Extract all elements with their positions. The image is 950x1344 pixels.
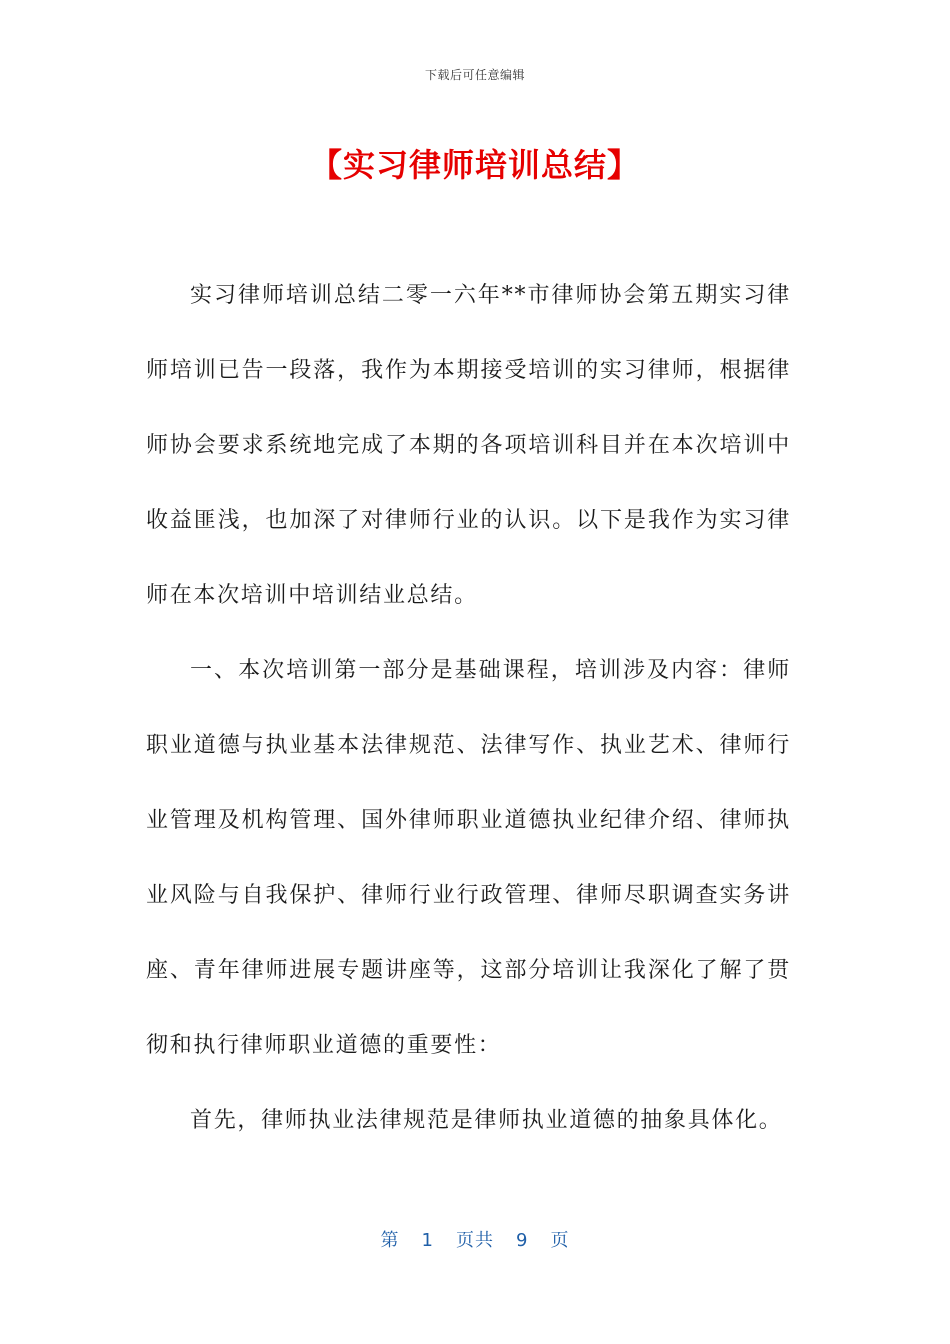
page-suffix: 页	[550, 1230, 570, 1251]
paragraph-first-point: 首先，律师执业法律规范是律师执业道德的抽象具体化。	[190, 1108, 783, 1133]
paragraph-section-one: 一、本次培训第一部分是基础课程，培训涉及内容：律师职业道德与执业基本法律规范、法律写作、执业艺术、律师行业管理及机构管理、国外律师职业道德执业纪律介绍、律师执业风险与自我保护、律师行业行政管理、律师尽职调查实务讲座、青年律师进展专题讲座等，这部分培训让我深化了解了贯彻和执行律师职业道德的重要性：	[146, 658, 791, 1058]
document-title: 【实习律师培训总结】	[309, 146, 640, 184]
paragraph-intro: 实习律师培训总结二零一六年**市律师协会第五期实习律师培训已告一段落，我作为本期接受培训的实习律师，根据律师协会要求系统地完成了本期的各项培训科目并在本次培训中收益匪浅，也加深了对律师行业的认识。以下是我作为实习律师在本次培训中培训结业总结。	[146, 283, 791, 608]
page-prefix: 第	[380, 1230, 400, 1251]
page-total-number: 9	[516, 1230, 529, 1251]
header-note: 下载后可任意编辑	[424, 68, 525, 82]
page-current-number: 1	[421, 1230, 434, 1251]
page-middle-text: 页共	[456, 1230, 494, 1251]
document-body	[146, 258, 791, 1158]
page-footer	[0, 1226, 950, 1252]
